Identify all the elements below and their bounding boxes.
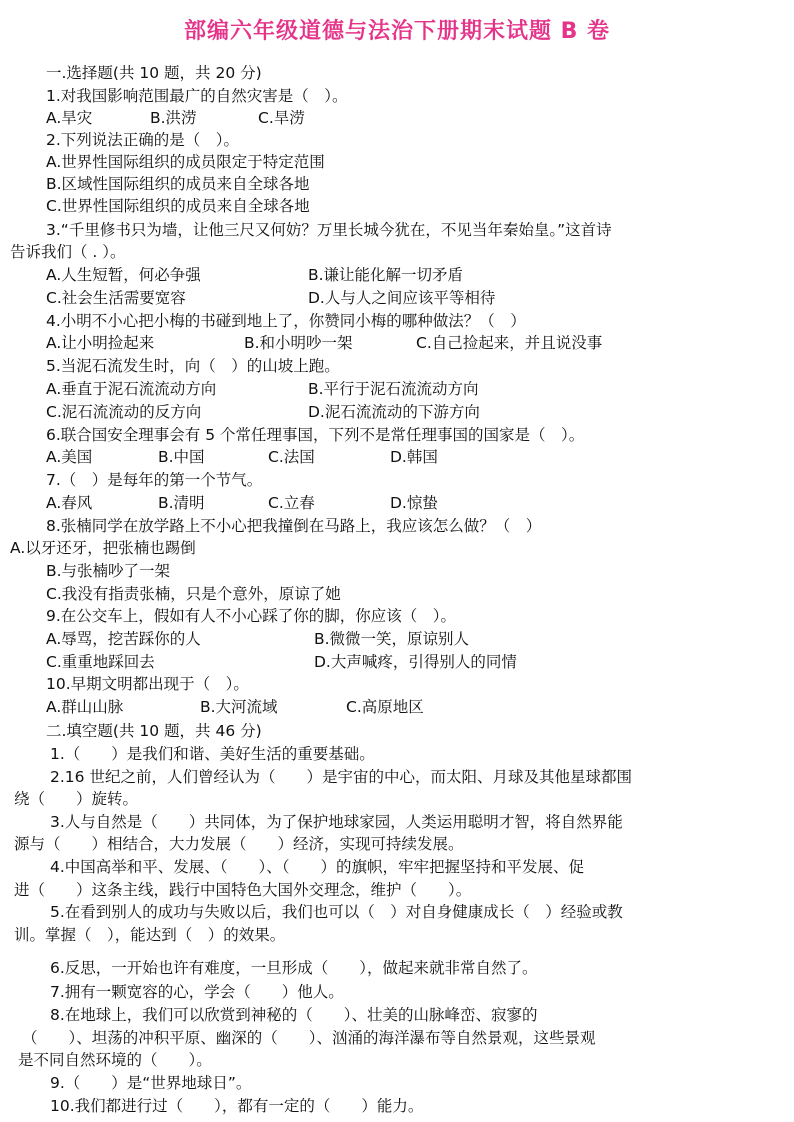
q6-option-a: A.美国	[46, 448, 93, 466]
q4-option-b: B.和小明吵一架	[244, 334, 353, 352]
q10-option-a: A.群山山脉	[46, 698, 124, 716]
q5-option-b: B.平行于泥石流流动方向	[308, 380, 479, 398]
q10-option-c: C.高原地区	[346, 698, 424, 716]
q8-stem: 8.张楠同学在放学路上不小心把我撞倒在马路上，我应该怎么做？（ ）	[46, 517, 542, 535]
fill2-line2: 绕（ ）旋转。	[14, 790, 139, 808]
q7-option-a: A.春风	[46, 494, 93, 512]
fill4-line1: 4.中国高举和平、发展、（ ）、（ ）的旗帜，牢牢把握坚持和平发展、促	[50, 858, 585, 876]
fill7: 7.拥有一颗宽容的心，学会（ ）他人。	[50, 983, 344, 1001]
q9-option-d: D.大声喊疼，引得别人的同情	[314, 653, 517, 671]
q2-option-a: A.世界性国际组织的成员限定于特定范围	[46, 153, 325, 171]
fill8-line3: 是不同自然环境的（ ）。	[18, 1051, 212, 1069]
q3-option-b: B.谦让能化解一切矛盾	[308, 266, 464, 284]
q1-option-c: C.旱涝	[258, 109, 305, 127]
q6-option-d: D.韩国	[390, 448, 438, 466]
q9-option-a: A.辱骂，挖苦踩你的人	[46, 630, 201, 648]
fill6: 6.反思，一开始也许有难度，一旦形成（ ），做起来就非常自然了。	[50, 959, 538, 977]
q4-option-c: C.自己捡起来，并且说没事	[416, 334, 603, 352]
q5-option-a: A.垂直于泥石流流动方向	[46, 380, 217, 398]
q7-option-b: B.清明	[158, 494, 205, 512]
fill5-line1: 5.在看到别人的成功与失败以后，我们也可以（ ）对自身健康成长（ ）经验或教	[50, 903, 623, 921]
fill8-line1: 8.在地球上，我们可以欣赏到神秘的（ ）、壮美的山脉峰峦、寂寥的	[50, 1006, 538, 1024]
q6-option-c: C.法国	[268, 448, 315, 466]
section2-heading: 二.填空题(共 10 题，共 46 分)	[46, 722, 262, 740]
q3-option-c: C.社会生活需要宽容	[46, 289, 186, 307]
q5-option-c: C.泥石流流动的反方向	[46, 403, 202, 421]
section1-heading: 一.选择题(共 10 题，共 20 分)	[46, 64, 262, 82]
q3-stem-line2: 告诉我们（ . ）。	[10, 243, 126, 261]
q3-option-d: D.人与人之间应该平等相待	[308, 289, 496, 307]
q9-stem: 9.在公交车上，假如有人不小心踩了你的脚，你应该（ ）。	[46, 607, 457, 625]
q2-option-c: C.世界性国际组织的成员来自全球各地	[46, 197, 310, 215]
q10-stem: 10.早期文明都出现于（ ）。	[46, 675, 249, 693]
q3-option-a: A.人生短暂，何必争强	[46, 266, 201, 284]
q7-option-c: C.立春	[268, 494, 315, 512]
q6-stem: 6.联合国安全理事会有 5 个常任理事国，下列不是常任理事国的国家是（ ）。	[46, 426, 585, 444]
q4-stem: 4.小明不小心把小梅的书碰到地上了，你赞同小梅的哪种做法？（ ）	[46, 312, 526, 330]
fill2-line1: 2.16 世纪之前，人们曾经认为（ ）是宇宙的中心，而太阳、月球及其他星球都围	[50, 768, 632, 786]
page-title: 部编六年级道德与法治下册期末试题 B 卷	[183, 19, 611, 44]
q3-stem-line1: 3.“千里修书只为墙，让他三尺又何妨？万里长城今犹在，不见当年秦始皇。”这首诗	[46, 221, 612, 239]
q5-stem: 5.当泥石流发生时，向（ ）的山坡上跑。	[46, 357, 340, 375]
q2-stem: 2.下列说法正确的是（ ）。	[46, 131, 240, 149]
fill8-line2: （ ）、坦荡的冲积平原、幽深的（ ）、汹涌的海洋瀑布等自然景观，这些景观	[22, 1029, 596, 1047]
q1-option-a: A.旱灾	[46, 109, 93, 127]
q2-option-b: B.区域性国际组织的成员来自全球各地	[46, 175, 310, 193]
fill10: 10.我们都进行过（ ），都有一定的（ ）能力。	[50, 1097, 424, 1115]
q8-option-c: C.我没有指责张楠，只是个意外，原谅了她	[46, 585, 341, 603]
q10-option-b: B.大河流域	[200, 698, 278, 716]
q1-option-b: B.洪涝	[150, 109, 197, 127]
q6-option-b: B.中国	[158, 448, 205, 466]
q8-option-b: B.与张楠吵了一架	[46, 562, 171, 580]
fill4-line2: 进（ ）这条主线，践行中国特色大国外交理念，维护（ ）。	[14, 881, 472, 899]
q5-option-d: D.泥石流流动的下游方向	[308, 403, 480, 421]
q7-stem: 7.（ ）是每年的第一个节气。	[46, 471, 263, 489]
q8-option-a: A.以牙还牙，把张楠也踢倒	[10, 539, 196, 557]
fill3-line2: 源与（ ）相结合，大力发展（ ）经济，实现可持续发展。	[14, 835, 464, 853]
fill1: 1.（ ）是我们和谐、美好生活的重要基础。	[50, 745, 375, 763]
q9-option-b: B.微微一笑，原谅别人	[314, 630, 470, 648]
q9-option-c: C.重重地踩回去	[46, 653, 155, 671]
q4-option-a: A.让小明捡起来	[46, 334, 155, 352]
fill9: 9.（ ）是“世界地球日”。	[50, 1074, 252, 1092]
q1-stem: 1.对我国影响范围最广的自然灾害是（ ）。	[46, 87, 348, 105]
q7-option-d: D.惊蛰	[390, 494, 438, 512]
fill3-line1: 3.人与自然是（ ）共同体，为了保护地球家园，人类运用聪明才智，将自然界能	[50, 813, 623, 831]
fill5-line2: 训。掌握（ ），能达到（ ）的效果。	[14, 926, 286, 944]
